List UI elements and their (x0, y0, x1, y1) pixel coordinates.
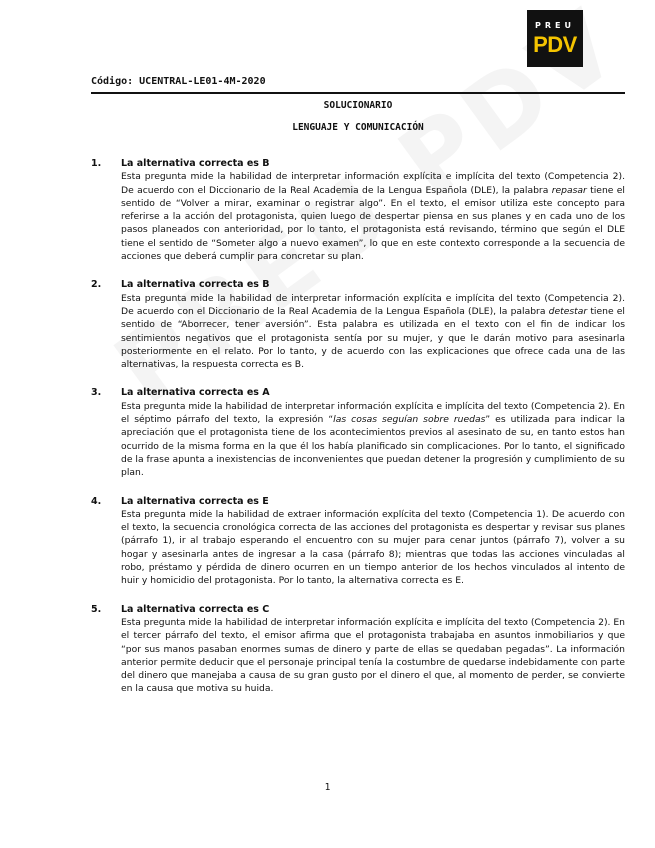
answer-explanation (121, 616, 625, 696)
answer-explanation (121, 170, 625, 263)
page-number: 1 (324, 782, 331, 793)
document-code: Código: UCENTRAL-LE01-4M-2020 (91, 76, 266, 87)
explanation-text: Esta pregunta mide la habilidad de interpretar información explícita e implícita del texto (Competencia 2). De acuerdo con el Diccionario de la Real Academia de la Lengua Española (DLE), la palabra (121, 292, 625, 317)
document-subtitle: LENGUAJE Y COMUNICACIÓN (292, 122, 424, 133)
answer-number: 1. (91, 158, 102, 169)
answer-content (121, 278, 625, 371)
explanation-text: Esta pregunta mide la habilidad de extraer información explícita del texto (Competencia 1). De acuerdo con el texto, la secuencia cronológica correcta de las acciones del protagonista es despertar y revisar sus planes (párrafo 1), ir al trabajo esperando el encuentro con su mujer para cenar juntos (párrafo 7), volver a su hogar y asesinarla antes de ingresar a la casa (párrafo 8); mientras que todas las acciones vinculadas al robo, préstamo y pérdida de dinero ocurren en un tiempo anterior de los hechos vinculados al intento de huir y homicidio del protagonista. Por lo tanto, la alternativa correcta es E. (121, 508, 625, 587)
answer-number: 4. (91, 495, 102, 507)
answer-explanation (121, 292, 625, 372)
answer-item (91, 278, 625, 371)
explanation-text: ” es utilizada para indicar la apreciación que el protagonista tiene de los acontecimientos previos al asesinato de su, en tanto estos han ocurrido de la misma forma en la que él los había planificado sin complicaciones. Por lo tanto, el significado de la frase apunta a inexistencias de inconvenientes que puedan detener la progresión y cumplimiento de su plan. (121, 414, 625, 479)
explanation-text: tiene el sentido de “Volver a mirar, examinar o registrar algo”. En el texto, el emisor utiliza este concepto para referirse a la acción del protagonista, quien luego de despertar piensa en sus planes y en cada uno de los pasos planeados con anterioridad, por lo tanto, el protagonista está revisando, término que según el DLE tiene el sentido de “Someter algo a nuevo examen”, lo que en este contexto corresponde a la secuencia de acciones que deberá cumplir para concretar su plan. (121, 184, 625, 263)
answer-content (121, 386, 625, 479)
answer-list (91, 157, 625, 711)
answer-heading: La alternativa correcta es A (121, 387, 270, 399)
explanation-text: Esta pregunta mide la habilidad de interpretar información explícita e implícita del texto (Competencia 2). De acuerdo con el Diccionario de la Real Academia de la Lengua Española (DLE), la palabra (121, 171, 625, 196)
answer-number: 2. (91, 279, 102, 291)
document-title: SOLUCIONARIO (323, 100, 393, 111)
answer-heading: La alternativa correcta es B (121, 158, 270, 169)
answer-explanation (121, 400, 625, 480)
answer-item (91, 603, 625, 696)
answer-heading: La alternativa correcta es B (121, 279, 270, 291)
emphasized-term: las cosas seguían sobre ruedas (333, 414, 486, 426)
answer-content (121, 495, 625, 588)
header-rule (91, 92, 625, 94)
answer-heading: La alternativa correcta es E (121, 495, 269, 507)
answer-explanation (121, 508, 625, 588)
answer-content (121, 603, 625, 696)
emphasized-term: detestar (548, 305, 588, 317)
answer-number: 3. (91, 387, 102, 399)
preu-pdv-logo (527, 10, 583, 67)
answer-content (121, 157, 625, 263)
explanation-text: Esta pregunta mide la habilidad de interpretar información explícita e implícita del texto (Competencia 2). En el séptimo párrafo del texto, la expresión “ (121, 400, 626, 426)
emphasized-term: repasar (551, 184, 587, 196)
explanation-text: Esta pregunta mide la habilidad de interpretar información explícita e implícita del texto (Competencia 2). En el tercer párrafo del texto, el emisor afirma que el protagonista trabajaba en asuntos inmobiliarios y que “por sus manos pasaban enormes sumas de dinero y parte de ellas se quedaban pegadas”. La información anterior permite deducir que el personaje principal tenía la costumbre de quedarse indebidamente con parte del dinero que manejaba a causa de su gran gusto por el dinero el que, al momento de perder, se convierte en la causa que motiva su huida. (121, 616, 626, 695)
answer-heading: La alternativa correcta es C (121, 603, 270, 615)
logo-top-text: PREU (535, 21, 575, 30)
logo-main-text: PDV (533, 32, 577, 57)
explanation-text: tiene el sentido de “Aborrecer, tener aversión”. Esta palabra es utilizada en el texto con el fin de indicar los sentimientos negativos que el protagonista sentía por su mujer, y que le darán motivo para asesinarla posteriormente en el relato. Por lo tanto, y de acuerdo con las explicaciones que ofrece cada una de las alternativas, la respuesta correcta es B. (121, 305, 625, 371)
answer-item (91, 157, 625, 263)
answer-number: 5. (91, 603, 102, 615)
answer-item (91, 495, 625, 588)
answer-item (91, 386, 625, 479)
